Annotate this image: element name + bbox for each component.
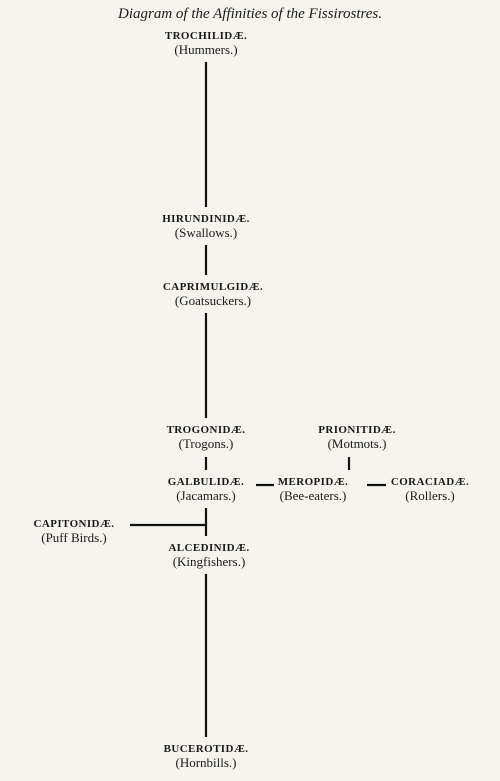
node-common-name: (Puff Birds.) — [41, 529, 107, 545]
node-family-name: MEROPIDÆ. — [277, 476, 349, 488]
node-family-name: CORACIADÆ. — [390, 476, 470, 488]
node-common-name: (Jacamars.) — [176, 487, 236, 503]
node-alcedinidae — [168, 542, 249, 570]
node-caprimulgidae — [163, 281, 263, 309]
node-common-name: (Rollers.) — [405, 487, 455, 503]
node-hirundinidae — [162, 213, 250, 241]
node-common-name: (Goatsuckers.) — [174, 292, 252, 308]
node-family-name: HIRUNDINIDÆ. — [162, 213, 250, 225]
node-family-name: PRIONITIDÆ. — [318, 424, 396, 436]
node-common-name: (Motmots.) — [327, 435, 387, 451]
diagram-title: Diagram of the Affinities of the Fissirostres. — [117, 6, 383, 22]
node-coraciadae — [391, 476, 469, 504]
node-family-name: ALCEDINIDÆ. — [168, 542, 250, 554]
node-family-name: GALBULIDÆ. — [167, 476, 245, 488]
node-galbulidae — [168, 476, 244, 504]
node-common-name: (Hummers.) — [174, 41, 238, 57]
node-common-name: (Swallows.) — [174, 224, 238, 240]
node-trogonidae — [167, 424, 246, 452]
node-common-name: (Kingfishers.) — [172, 553, 246, 569]
node-family-name: CAPRIMULGIDÆ. — [162, 281, 264, 293]
node-common-name: (Trogons.) — [178, 435, 234, 451]
node-family-name: TROGONIDÆ. — [166, 424, 246, 436]
node-family-name: BUCEROTIDÆ. — [163, 743, 249, 755]
node-bucerotidae — [164, 743, 249, 771]
node-common-name: (Hornbills.) — [175, 754, 237, 770]
node-prionitidae — [318, 424, 395, 452]
node-family-name: TROCHILIDÆ. — [164, 30, 248, 42]
node-family-name: CAPITONIDÆ. — [33, 518, 115, 530]
node-trochilidae — [165, 30, 247, 58]
node-meropidae — [278, 476, 349, 504]
node-common-name: (Bee-eaters.) — [279, 487, 347, 503]
node-capitonidae — [34, 518, 115, 546]
